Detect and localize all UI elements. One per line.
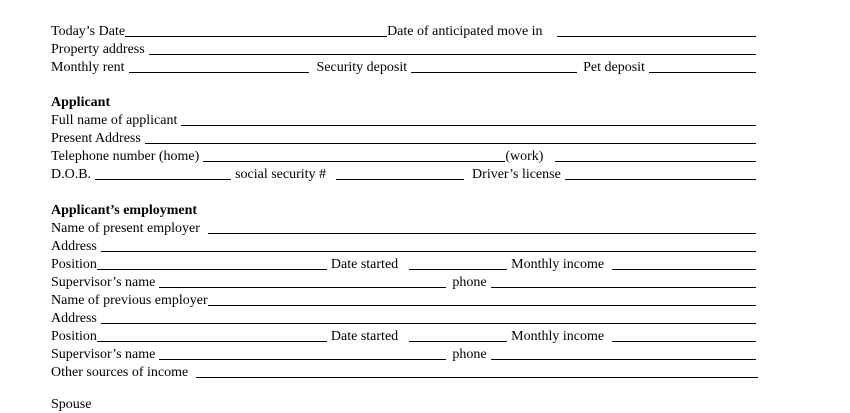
date-started-label: Date started	[330, 257, 399, 272]
previous-position-field[interactable]	[97, 341, 327, 342]
previous-employer-address-field[interactable]	[101, 323, 756, 324]
previous-monthly-income-field[interactable]	[612, 341, 756, 342]
monthly-rent-field[interactable]	[129, 72, 309, 73]
full-name-field[interactable]	[181, 125, 756, 126]
present-address-label: Present Address	[51, 131, 141, 146]
previous-employer-field[interactable]	[208, 305, 756, 306]
dob-label: D.O.B.	[51, 167, 92, 182]
drivers-license-label: Driver’s license	[472, 167, 561, 182]
telephone-home-label: Telephone number (home)	[51, 149, 200, 164]
monthly-rent-label: Monthly rent	[51, 60, 125, 75]
row-previous-employer	[51, 291, 756, 309]
previous-supervisor-name-field[interactable]	[159, 359, 446, 360]
other-income-field[interactable]	[196, 377, 758, 378]
supervisor-name-field[interactable]	[159, 287, 446, 288]
move-in-date-label: Date of anticipated move in	[387, 24, 543, 39]
row-full-name	[51, 111, 756, 129]
previous-supervisor-phone-label: phone	[452, 347, 487, 362]
date-started-field[interactable]	[409, 269, 507, 270]
previous-employer-label: Name of previous employer	[51, 293, 208, 308]
row-todays-date	[51, 22, 756, 40]
previous-date-started-label: Date started	[330, 329, 399, 344]
row-other-income	[51, 363, 758, 381]
property-address-field[interactable]	[149, 54, 756, 55]
previous-supervisor-name-label: Supervisor’s name	[51, 347, 156, 362]
present-employer-label: Name of present employer	[51, 221, 200, 236]
telephone-home-field[interactable]	[203, 161, 505, 162]
social-security-label: social security #	[235, 167, 327, 182]
employer-address-label: Address	[51, 239, 97, 254]
row-rent-deposits	[51, 58, 756, 76]
todays-date-field[interactable]	[125, 36, 387, 37]
supervisor-name-label: Supervisor’s name	[51, 275, 156, 290]
row-present-address	[51, 129, 756, 147]
row-dob-ssn-license	[51, 165, 756, 183]
work-phone-field[interactable]	[555, 161, 756, 162]
previous-position-label: Position	[51, 329, 97, 344]
pet-deposit-field[interactable]	[649, 72, 756, 73]
todays-date-label: Today’s Date	[51, 24, 126, 39]
full-name-label: Full name of applicant	[51, 113, 178, 128]
row-supervisor-present	[51, 273, 756, 291]
row-position-present	[51, 255, 756, 273]
row-position-previous	[51, 327, 756, 345]
row-present-employer	[51, 219, 756, 237]
row-previous-employer-address	[51, 309, 756, 327]
previous-employer-address-label: Address	[51, 311, 97, 326]
security-deposit-field[interactable]	[411, 72, 577, 73]
position-label: Position	[51, 257, 97, 272]
supervisor-phone-field[interactable]	[491, 287, 756, 288]
previous-date-started-field[interactable]	[409, 341, 507, 342]
social-security-field[interactable]	[336, 179, 464, 180]
row-supervisor-previous	[51, 345, 756, 363]
dob-field[interactable]	[95, 179, 231, 180]
other-income-label: Other sources of income	[51, 365, 189, 380]
supervisor-phone-label: phone	[452, 275, 487, 290]
row-property-address	[51, 40, 756, 58]
present-employer-field[interactable]	[208, 233, 756, 234]
property-address-label: Property address	[51, 42, 145, 57]
move-in-date-field[interactable]	[557, 36, 756, 37]
spouse-heading-partial: Spouse	[51, 397, 92, 412]
previous-supervisor-phone-field[interactable]	[491, 359, 756, 360]
work-phone-label: (work)	[505, 149, 544, 164]
present-address-field[interactable]	[145, 143, 756, 144]
row-telephone	[51, 147, 756, 165]
drivers-license-field[interactable]	[565, 179, 756, 180]
employment-heading: Applicant’s employment	[51, 203, 198, 218]
security-deposit-label: Security deposit	[316, 60, 408, 75]
applicant-heading: Applicant	[51, 95, 111, 110]
position-field[interactable]	[97, 269, 327, 270]
employer-address-field[interactable]	[101, 251, 756, 252]
pet-deposit-label: Pet deposit	[583, 60, 645, 75]
row-employer-address	[51, 237, 756, 255]
previous-monthly-income-label: Monthly income	[511, 329, 605, 344]
monthly-income-field[interactable]	[612, 269, 756, 270]
monthly-income-label: Monthly income	[511, 257, 605, 272]
